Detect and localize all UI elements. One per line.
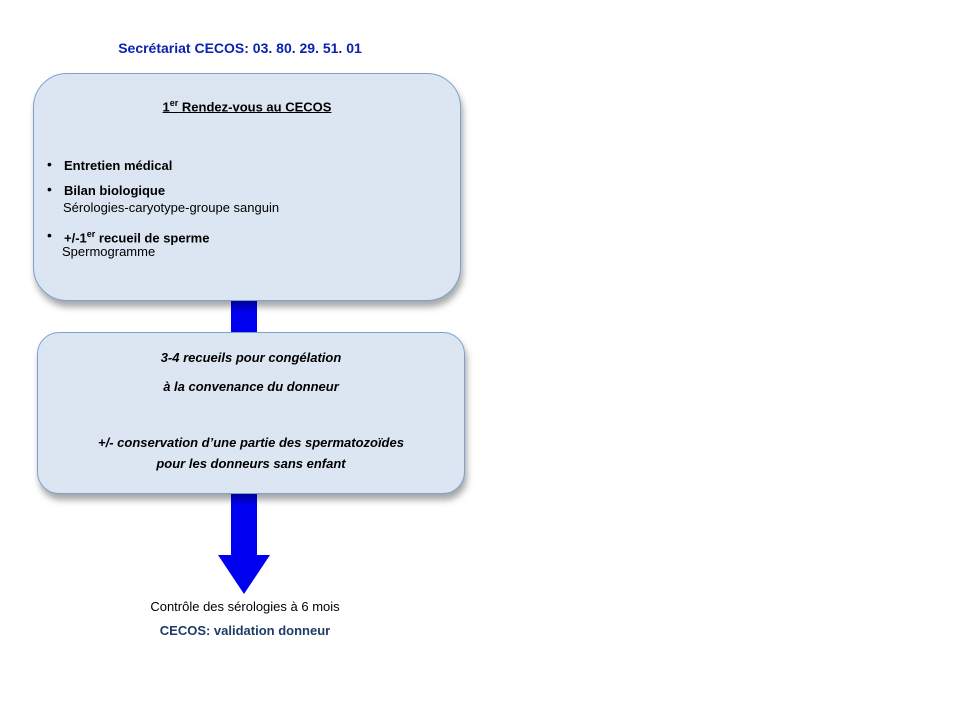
collections-line-1: 3-4 recueils pour congélation [160, 350, 342, 365]
bullet-sublabel-serologies: Sérologies-caryotype-groupe sanguin [63, 200, 280, 215]
bullet-item-interview [34, 158, 460, 176]
title-superscript: er [169, 98, 179, 108]
label-superscript: er [86, 229, 96, 239]
bullet-icon: • [47, 156, 52, 172]
title-prefix: 1 [162, 99, 170, 115]
bullet-icon: • [47, 181, 52, 197]
arrow-head [218, 555, 270, 594]
label-prefix: +/-1 [64, 230, 87, 246]
secretariat-phone: Secrétariat CECOS: 03. 80. 29. 51. 01 [118, 40, 362, 56]
bullet-sublabel-spermogram: Spermogramme [62, 244, 156, 259]
bullet-icon: • [47, 227, 52, 243]
label-rest: recueil de sperme [95, 230, 210, 246]
bullet-label [64, 229, 209, 245]
serology-control-text: Contrôle des sérologies à 6 mois [150, 599, 340, 614]
donor-validation-text: CECOS: validation donneur [159, 623, 331, 638]
collections-line-3: +/- conservation d’une partie des spermatozoïdes [98, 435, 404, 450]
title-rest: Rendez-vous au CECOS [178, 99, 332, 115]
first-appointment-box [33, 73, 461, 301]
collections-line-2: à la convenance du donneur [163, 379, 339, 394]
arrow-shaft-upper [231, 295, 257, 337]
collections-box [37, 332, 465, 494]
first-appointment-title [34, 98, 460, 114]
bullet-label: Bilan biologique [64, 183, 166, 198]
collections-line-4: pour les donneurs sans enfant [156, 456, 346, 471]
bullet-item-bio-check [34, 183, 460, 201]
bullet-label: Entretien médical [64, 158, 173, 173]
arrow-shaft-lower [231, 490, 257, 556]
